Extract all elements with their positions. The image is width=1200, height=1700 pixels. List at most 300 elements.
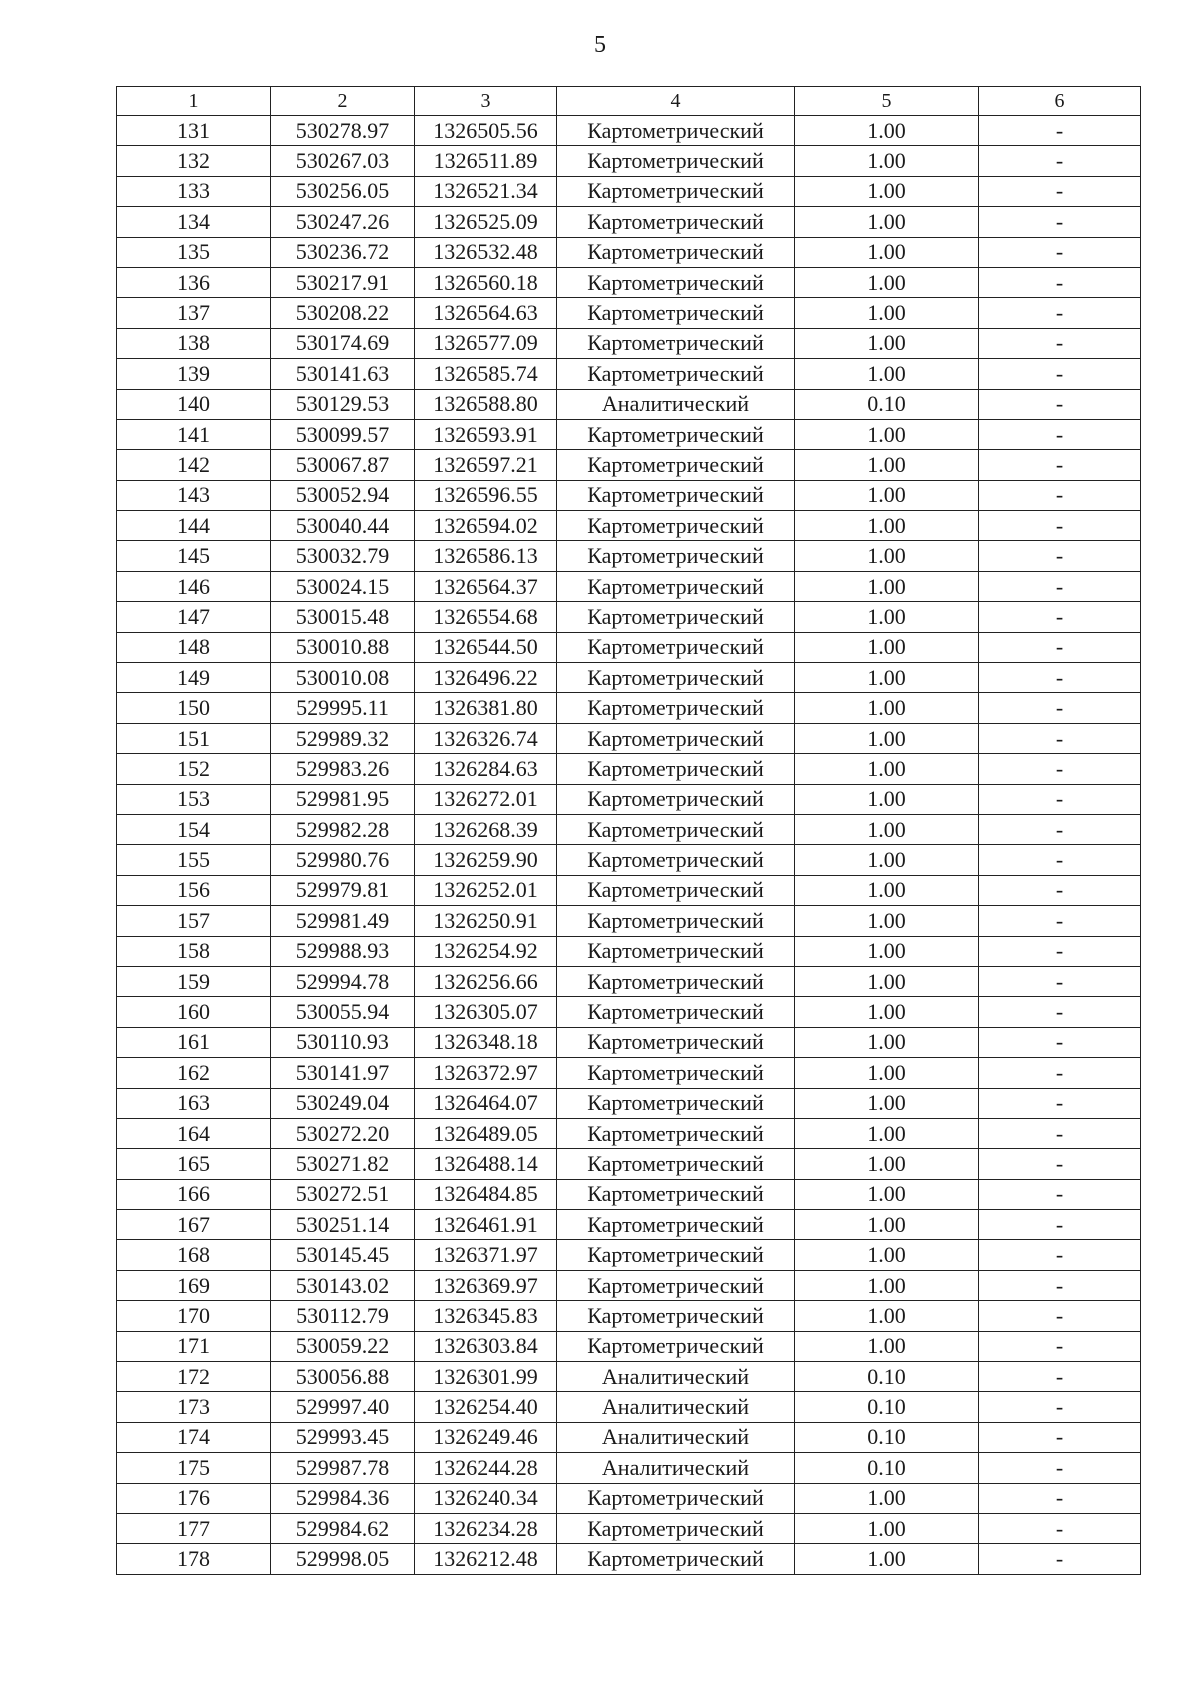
table-cell: 155 <box>117 845 271 875</box>
table-cell: - <box>979 450 1141 480</box>
table-cell: 529988.93 <box>271 936 415 966</box>
table-cell: 170 <box>117 1301 271 1331</box>
table-row <box>117 207 1141 237</box>
table-cell: 1.00 <box>795 1210 979 1240</box>
table-cell: Картометрический <box>557 328 795 358</box>
table-cell: Картометрический <box>557 723 795 753</box>
table-cell: 1326489.05 <box>415 1118 557 1148</box>
table-cell: Картометрический <box>557 1301 795 1331</box>
table-cell: 1.00 <box>795 663 979 693</box>
table-cell: 530236.72 <box>271 237 415 267</box>
table-cell: 529984.36 <box>271 1483 415 1513</box>
table-cell: 530247.26 <box>271 207 415 237</box>
table-cell: Картометрический <box>557 1240 795 1270</box>
table-cell: Картометрический <box>557 237 795 267</box>
table-row <box>117 1453 1141 1483</box>
table-cell: 151 <box>117 723 271 753</box>
table-cell: Картометрический <box>557 1544 795 1574</box>
table-cell: 1326303.84 <box>415 1331 557 1361</box>
table-cell: 530110.93 <box>271 1027 415 1057</box>
table-cell: 1.00 <box>795 1179 979 1209</box>
table-cell: Картометрический <box>557 966 795 996</box>
table-cell: 529981.49 <box>271 906 415 936</box>
table-row <box>117 966 1141 996</box>
table-cell: - <box>979 1331 1141 1361</box>
table-cell: Картометрический <box>557 632 795 662</box>
table-cell: 162 <box>117 1058 271 1088</box>
table-cell: - <box>979 754 1141 784</box>
table-cell: - <box>979 1544 1141 1574</box>
table-cell: - <box>979 1118 1141 1148</box>
table-cell: Картометрический <box>557 1179 795 1209</box>
table-cell: 1326326.74 <box>415 723 557 753</box>
table-cell: 1.00 <box>795 359 979 389</box>
table-row <box>117 1392 1141 1422</box>
table-cell: 141 <box>117 419 271 449</box>
table-cell: 166 <box>117 1179 271 1209</box>
table-row <box>117 936 1141 966</box>
table-cell: 156 <box>117 875 271 905</box>
table-cell: 1326560.18 <box>415 267 557 297</box>
table-row <box>117 1301 1141 1331</box>
table-cell: 146 <box>117 571 271 601</box>
table-cell: 143 <box>117 480 271 510</box>
table-cell: 152 <box>117 754 271 784</box>
table-cell: 140 <box>117 389 271 419</box>
table-cell: Картометрический <box>557 541 795 571</box>
table-cell: 1326372.97 <box>415 1058 557 1088</box>
table-row <box>117 1210 1141 1240</box>
table-cell: 138 <box>117 328 271 358</box>
table-cell: - <box>979 997 1141 1027</box>
table-cell: 530141.63 <box>271 359 415 389</box>
table-cell: 165 <box>117 1149 271 1179</box>
table-cell: Картометрический <box>557 1331 795 1361</box>
table-cell: 1.00 <box>795 1058 979 1088</box>
table-cell: - <box>979 511 1141 541</box>
table-cell: - <box>979 663 1141 693</box>
table-row <box>117 784 1141 814</box>
table-cell: 1.00 <box>795 1088 979 1118</box>
table-cell: 1326249.46 <box>415 1422 557 1452</box>
table-cell: 1326369.97 <box>415 1270 557 1300</box>
table-cell: Картометрический <box>557 814 795 844</box>
table-cell: 177 <box>117 1513 271 1543</box>
table-cell: 1326544.50 <box>415 632 557 662</box>
table-cell: 1326272.01 <box>415 784 557 814</box>
table-cell: 164 <box>117 1118 271 1148</box>
table-cell: 530217.91 <box>271 267 415 297</box>
table-cell: 530272.20 <box>271 1118 415 1148</box>
table-cell: - <box>979 1392 1141 1422</box>
table-cell: - <box>979 176 1141 206</box>
table-cell: - <box>979 1270 1141 1300</box>
table-cell: 1326305.07 <box>415 997 557 1027</box>
table-row <box>117 298 1141 328</box>
table-cell: Картометрический <box>557 875 795 905</box>
table-cell: 1326348.18 <box>415 1027 557 1057</box>
table-row <box>117 1270 1141 1300</box>
table-cell: 1.00 <box>795 875 979 905</box>
table-cell: - <box>979 906 1141 936</box>
table-cell: 529995.11 <box>271 693 415 723</box>
table-cell: 131 <box>117 116 271 146</box>
table-row <box>117 116 1141 146</box>
table-cell: 530278.97 <box>271 116 415 146</box>
table-cell: 1326532.48 <box>415 237 557 267</box>
table-cell: - <box>979 693 1141 723</box>
table-cell: 1326461.91 <box>415 1210 557 1240</box>
table-cell: Картометрический <box>557 663 795 693</box>
table-cell: 1.00 <box>795 906 979 936</box>
table-cell: 1326212.48 <box>415 1544 557 1574</box>
table-row <box>117 176 1141 206</box>
table-cell: 530059.22 <box>271 1331 415 1361</box>
table-cell: Картометрический <box>557 754 795 784</box>
table-cell: 529993.45 <box>271 1422 415 1452</box>
table-header <box>117 87 1141 116</box>
table-cell: 1.00 <box>795 814 979 844</box>
table-cell: Картометрический <box>557 298 795 328</box>
table-cell: 173 <box>117 1392 271 1422</box>
coordinates-table <box>116 86 1141 1575</box>
table-cell: - <box>979 784 1141 814</box>
table-cell: 1.00 <box>795 146 979 176</box>
table-cell: 1.00 <box>795 784 979 814</box>
table-cell: - <box>979 1483 1141 1513</box>
table-row <box>117 845 1141 875</box>
table-row <box>117 146 1141 176</box>
table-cell: 530112.79 <box>271 1301 415 1331</box>
table-cell: - <box>979 328 1141 358</box>
table-cell: 1326505.56 <box>415 116 557 146</box>
table-cell: 154 <box>117 814 271 844</box>
table-cell: 150 <box>117 693 271 723</box>
table-cell: 167 <box>117 1210 271 1240</box>
table-cell: Картометрический <box>557 997 795 1027</box>
table-cell: Картометрический <box>557 1270 795 1300</box>
table-cell: Аналитический <box>557 1392 795 1422</box>
table-row <box>117 328 1141 358</box>
table-row <box>117 267 1141 297</box>
table-body <box>117 116 1141 1575</box>
table-cell: 1.00 <box>795 936 979 966</box>
table-cell: - <box>979 632 1141 662</box>
table-cell: 1.00 <box>795 1331 979 1361</box>
table-cell: 1.00 <box>795 632 979 662</box>
table-cell: 161 <box>117 1027 271 1057</box>
table-row <box>117 1149 1141 1179</box>
header-row <box>117 87 1141 116</box>
table-row <box>117 389 1141 419</box>
table-row <box>117 1331 1141 1361</box>
table-cell: - <box>979 480 1141 510</box>
table-cell: 1.00 <box>795 1513 979 1543</box>
header-cell: 1 <box>117 87 271 116</box>
table-cell: 530010.88 <box>271 632 415 662</box>
table-cell: 1.00 <box>795 1149 979 1179</box>
table-cell: 147 <box>117 602 271 632</box>
table-cell: 529982.28 <box>271 814 415 844</box>
table-cell: 1326593.91 <box>415 419 557 449</box>
table-cell: 0.10 <box>795 1453 979 1483</box>
table-row <box>117 1513 1141 1543</box>
table-row <box>117 1544 1141 1574</box>
table-cell: 1326240.34 <box>415 1483 557 1513</box>
table-cell: - <box>979 1453 1141 1483</box>
table-cell: 1.00 <box>795 298 979 328</box>
table-cell: Картометрический <box>557 1149 795 1179</box>
table-cell: 1326596.55 <box>415 480 557 510</box>
table-cell: - <box>979 814 1141 844</box>
table-cell: 1.00 <box>795 328 979 358</box>
table-cell: - <box>979 845 1141 875</box>
table-cell: 144 <box>117 511 271 541</box>
table-cell: Картометрический <box>557 267 795 297</box>
table-row <box>117 1088 1141 1118</box>
table-cell: Картометрический <box>557 1483 795 1513</box>
table-cell: Картометрический <box>557 419 795 449</box>
table-cell: 530040.44 <box>271 511 415 541</box>
table-cell: 1326252.01 <box>415 875 557 905</box>
table-cell: 1.00 <box>795 571 979 601</box>
table-cell: 137 <box>117 298 271 328</box>
table-cell: 1326345.83 <box>415 1301 557 1331</box>
table-cell: 178 <box>117 1544 271 1574</box>
table-cell: - <box>979 1513 1141 1543</box>
table-cell: 0.10 <box>795 1362 979 1392</box>
table-row <box>117 450 1141 480</box>
table-cell: - <box>979 237 1141 267</box>
table-row <box>117 906 1141 936</box>
table-cell: 530032.79 <box>271 541 415 571</box>
table-row <box>117 237 1141 267</box>
table-cell: 1326371.97 <box>415 1240 557 1270</box>
table-cell: 1326496.22 <box>415 663 557 693</box>
table-cell: 1326511.89 <box>415 146 557 176</box>
table-cell: 1.00 <box>795 267 979 297</box>
table-cell: 1326585.74 <box>415 359 557 389</box>
table-cell: 529997.40 <box>271 1392 415 1422</box>
table-row <box>117 814 1141 844</box>
table-cell: Картометрический <box>557 936 795 966</box>
table-cell: 529989.32 <box>271 723 415 753</box>
table-cell: Картометрический <box>557 1513 795 1543</box>
table-cell: 1.00 <box>795 693 979 723</box>
table-cell: Картометрический <box>557 571 795 601</box>
table-cell: 168 <box>117 1240 271 1270</box>
table-cell: 530024.15 <box>271 571 415 601</box>
table-cell: 1326564.37 <box>415 571 557 601</box>
table-cell: 1.00 <box>795 237 979 267</box>
table-cell: 1326250.91 <box>415 906 557 936</box>
header-cell: 6 <box>979 87 1141 116</box>
table-cell: - <box>979 602 1141 632</box>
table-cell: - <box>979 207 1141 237</box>
header-cell: 5 <box>795 87 979 116</box>
table-cell: 1326464.07 <box>415 1088 557 1118</box>
table-cell: 530174.69 <box>271 328 415 358</box>
table-row <box>117 1240 1141 1270</box>
page-number: 5 <box>594 32 606 58</box>
table-cell: - <box>979 966 1141 996</box>
table-cell: 1.00 <box>795 1544 979 1574</box>
table-cell: 530067.87 <box>271 450 415 480</box>
table-cell: 171 <box>117 1331 271 1361</box>
table-cell: 530256.05 <box>271 176 415 206</box>
table-cell: 530208.22 <box>271 298 415 328</box>
table-row <box>117 1118 1141 1148</box>
table-row <box>117 663 1141 693</box>
table-cell: 530249.04 <box>271 1088 415 1118</box>
table-cell: 1.00 <box>795 1270 979 1300</box>
table-cell: 1326268.39 <box>415 814 557 844</box>
table-row <box>117 419 1141 449</box>
table-cell: 1326301.99 <box>415 1362 557 1392</box>
table-cell: 158 <box>117 936 271 966</box>
table-cell: 1.00 <box>795 1483 979 1513</box>
table-cell: - <box>979 936 1141 966</box>
table-cell: 0.10 <box>795 389 979 419</box>
table-cell: - <box>979 389 1141 419</box>
table-cell: Картометрический <box>557 146 795 176</box>
table-cell: 1326244.28 <box>415 1453 557 1483</box>
table-cell: 1.00 <box>795 754 979 784</box>
table-cell: 1.00 <box>795 116 979 146</box>
table-cell: Картометрический <box>557 845 795 875</box>
table-cell: 1.00 <box>795 997 979 1027</box>
table-cell: 1.00 <box>795 541 979 571</box>
table-cell: Картометрический <box>557 1118 795 1148</box>
table-cell: 134 <box>117 207 271 237</box>
table-cell: 148 <box>117 632 271 662</box>
table-cell: 1.00 <box>795 511 979 541</box>
table-cell: 530143.02 <box>271 1270 415 1300</box>
table-cell: 530010.08 <box>271 663 415 693</box>
table-cell: 1.00 <box>795 1301 979 1331</box>
table-cell: Картометрический <box>557 176 795 206</box>
table-cell: 1326577.09 <box>415 328 557 358</box>
table-cell: 529980.76 <box>271 845 415 875</box>
table-row <box>117 1483 1141 1513</box>
table-cell: - <box>979 146 1141 176</box>
table-cell: - <box>979 541 1141 571</box>
table-cell: Картометрический <box>557 480 795 510</box>
table-row <box>117 571 1141 601</box>
table-row <box>117 1058 1141 1088</box>
table-cell: 1326521.34 <box>415 176 557 206</box>
table-cell: 530271.82 <box>271 1149 415 1179</box>
table-cell: Аналитический <box>557 1422 795 1452</box>
table-cell: 1326284.63 <box>415 754 557 784</box>
table-cell: 169 <box>117 1270 271 1300</box>
table-cell: - <box>979 1179 1141 1209</box>
table-cell: 530099.57 <box>271 419 415 449</box>
table-cell: 1326254.40 <box>415 1392 557 1422</box>
table-cell: Картометрический <box>557 1088 795 1118</box>
table-cell: 135 <box>117 237 271 267</box>
table-cell: - <box>979 1149 1141 1179</box>
table-cell: Картометрический <box>557 1027 795 1057</box>
header-cell: 4 <box>557 87 795 116</box>
table-cell: 1.00 <box>795 1240 979 1270</box>
table-row <box>117 632 1141 662</box>
table-row <box>117 1422 1141 1452</box>
table-cell: 142 <box>117 450 271 480</box>
table-cell: 149 <box>117 663 271 693</box>
table-cell: 132 <box>117 146 271 176</box>
table-row <box>117 1362 1141 1392</box>
table-row <box>117 693 1141 723</box>
table-cell: 1.00 <box>795 1027 979 1057</box>
table-cell: - <box>979 1362 1141 1392</box>
table-cell: Аналитический <box>557 1362 795 1392</box>
table-cell: 530015.48 <box>271 602 415 632</box>
table-cell: 1326594.02 <box>415 511 557 541</box>
table-row <box>117 511 1141 541</box>
table-cell: 529979.81 <box>271 875 415 905</box>
table-cell: Картометрический <box>557 693 795 723</box>
table-cell: 1.00 <box>795 176 979 206</box>
table-cell: 529984.62 <box>271 1513 415 1543</box>
table-cell: 530145.45 <box>271 1240 415 1270</box>
table-cell: 159 <box>117 966 271 996</box>
table-cell: 1326488.14 <box>415 1149 557 1179</box>
table-row <box>117 541 1141 571</box>
table-cell: - <box>979 298 1141 328</box>
table-cell: 176 <box>117 1483 271 1513</box>
table-cell: 1.00 <box>795 602 979 632</box>
table-cell: - <box>979 267 1141 297</box>
table-cell: 157 <box>117 906 271 936</box>
table-cell: 163 <box>117 1088 271 1118</box>
table-row <box>117 359 1141 389</box>
table-cell: Картометрический <box>557 511 795 541</box>
table-row <box>117 754 1141 784</box>
table-cell: 1.00 <box>795 207 979 237</box>
table-cell: 153 <box>117 784 271 814</box>
table-cell: - <box>979 419 1141 449</box>
table-cell: 1326525.09 <box>415 207 557 237</box>
table-cell: - <box>979 1058 1141 1088</box>
table-cell: 1.00 <box>795 419 979 449</box>
table-cell: 1326588.80 <box>415 389 557 419</box>
table-cell: 530129.53 <box>271 389 415 419</box>
table-cell: 530267.03 <box>271 146 415 176</box>
table-cell: Аналитический <box>557 1453 795 1483</box>
table-row <box>117 875 1141 905</box>
table-cell: 174 <box>117 1422 271 1452</box>
table-cell: Картометрический <box>557 906 795 936</box>
table-cell: 1326564.63 <box>415 298 557 328</box>
table-cell: Картометрический <box>557 116 795 146</box>
table-cell: 529981.95 <box>271 784 415 814</box>
table-cell: 1326254.92 <box>415 936 557 966</box>
table-cell: 1326554.68 <box>415 602 557 632</box>
table-cell: Картометрический <box>557 207 795 237</box>
table-cell: 529983.26 <box>271 754 415 784</box>
table-cell: - <box>979 875 1141 905</box>
table-cell: 1.00 <box>795 723 979 753</box>
table-cell: - <box>979 1027 1141 1057</box>
table-cell: - <box>979 1240 1141 1270</box>
table-row <box>117 480 1141 510</box>
table-cell: 529994.78 <box>271 966 415 996</box>
table-cell: 1.00 <box>795 845 979 875</box>
table-cell: 1326234.28 <box>415 1513 557 1543</box>
table-cell: 1326586.13 <box>415 541 557 571</box>
table-cell: - <box>979 1301 1141 1331</box>
